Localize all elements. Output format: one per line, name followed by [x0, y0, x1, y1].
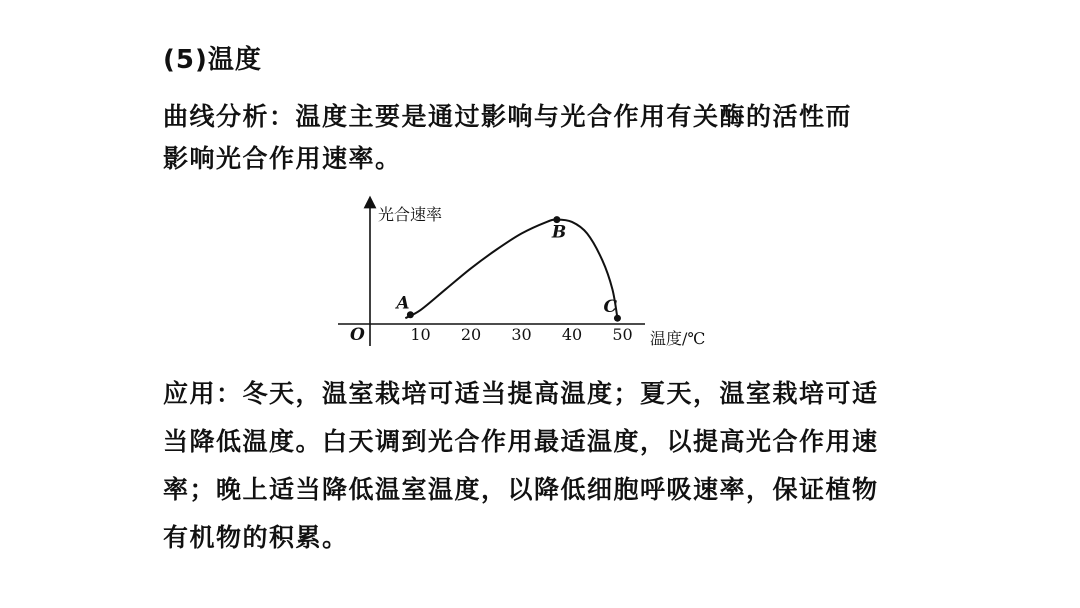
application-line: 率；晚上适当降低温室温度，以降低细胞呼吸速率，保证植物 — [163, 475, 879, 504]
chart-points-layer — [407, 216, 621, 322]
photosynthesis-rate-curve — [405, 220, 617, 319]
x-tick-label: 40 — [561, 325, 583, 344]
section-heading: (5)温度 — [163, 45, 262, 75]
x-tick-label: 50 — [612, 325, 633, 344]
point-label-b: B — [551, 222, 567, 243]
x-tick-label: 10 — [410, 325, 431, 344]
x-tick-label: 30 — [511, 325, 532, 344]
application-line: 应用：冬天，温室栽培可适当提高温度；夏天，温室栽培可适 — [163, 379, 879, 408]
x-tick-label: 20 — [460, 325, 482, 344]
chart-curve-layer — [405, 220, 617, 319]
y-axis-label: 光合速率 — [378, 205, 443, 224]
point-label-a: A — [396, 293, 410, 314]
curve-analysis-paragraph — [163, 96, 852, 180]
point-label-c: C — [603, 297, 617, 318]
analysis-line: 影响光合作用速率。 — [163, 144, 402, 173]
temperature-photosynthesis-chart — [330, 190, 730, 360]
chart-labels-layer — [350, 205, 705, 348]
analysis-line: 曲线分析：温度主要是通过影响与光合作用有关酶的活性而 — [163, 102, 853, 131]
x-axis-label: 温度/℃ — [650, 329, 706, 348]
application-line: 当降低温度。白天调到光合作用最适温度，以提高光合作用速 — [163, 427, 879, 456]
application-paragraph — [163, 370, 879, 562]
origin-label: O — [350, 325, 365, 345]
application-line: 有机物的积累。 — [163, 523, 349, 552]
